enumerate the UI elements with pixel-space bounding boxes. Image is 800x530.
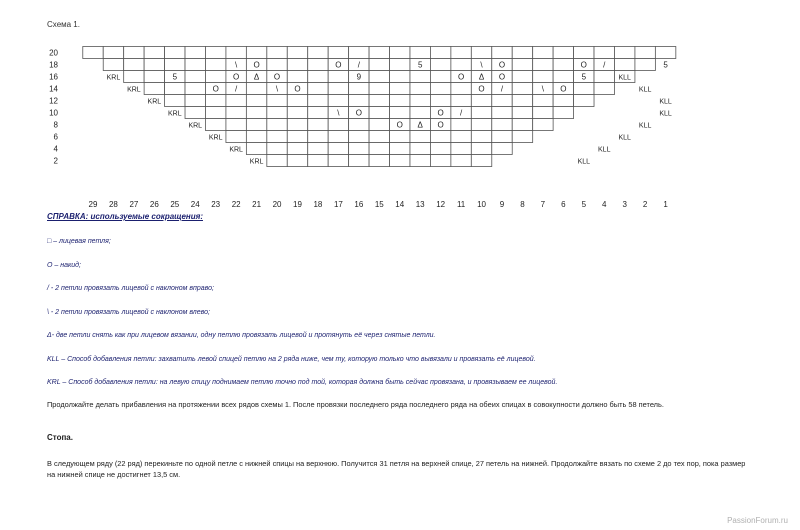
column-label: 16 xyxy=(354,200,364,209)
chart-symbol: Δ xyxy=(253,72,260,82)
chart-symbol: / xyxy=(357,60,360,70)
chart-cell xyxy=(267,95,287,107)
chart-cell xyxy=(287,47,307,59)
chart-cell xyxy=(390,131,410,143)
row-label: 6 xyxy=(53,132,58,142)
column-label: 11 xyxy=(456,200,466,209)
chart-symbol: KRL xyxy=(229,146,243,154)
chart-symbol: O xyxy=(498,60,506,70)
column-label: 2 xyxy=(642,200,648,209)
chart-symbol: O xyxy=(233,72,240,82)
chart-symbol: KLL xyxy=(659,110,672,118)
chart-cell xyxy=(328,95,348,107)
row-label: 4 xyxy=(53,144,58,154)
chart-cell xyxy=(390,83,410,95)
chart-cell xyxy=(308,143,328,155)
chart-cell xyxy=(328,71,348,83)
knitting-chart xyxy=(0,0,800,215)
chart-cell xyxy=(349,47,369,59)
chart-cell xyxy=(144,83,164,95)
chart-cell xyxy=(287,59,307,71)
column-label: 15 xyxy=(374,200,384,209)
chart-cell xyxy=(553,107,573,119)
chart-symbol: O xyxy=(478,84,485,94)
chart-cell xyxy=(308,119,328,131)
chart-cell xyxy=(308,107,328,119)
chart-cell xyxy=(205,59,225,71)
chart-cell xyxy=(267,59,287,71)
chart-cell xyxy=(410,107,430,119)
chart-cell xyxy=(492,107,512,119)
chart-cell xyxy=(451,83,471,95)
chart-cell xyxy=(369,83,389,95)
chart-cell xyxy=(512,83,532,95)
chart-symbol: O xyxy=(457,72,465,82)
chart-cell xyxy=(512,131,532,143)
chart-cell xyxy=(430,83,450,95)
chart-cell xyxy=(533,59,553,71)
legend-item-kll: KLL – Способ добавления петли: захватить левой спицей петлю на 2 ряда ниже, чем ту, которую только что вывязали и провязать её лицевой. xyxy=(47,356,536,363)
chart-cell xyxy=(226,119,246,131)
chart-cell xyxy=(430,47,450,59)
chart-cell xyxy=(574,95,594,107)
row-label: 10 xyxy=(49,108,58,118)
chart-cell xyxy=(185,71,205,83)
chart-cell xyxy=(430,155,450,167)
chart-cell xyxy=(410,143,430,155)
chart-cell xyxy=(124,59,144,71)
chart-cell xyxy=(287,143,307,155)
chart-cell xyxy=(369,107,389,119)
chart-cell xyxy=(614,47,634,59)
column-label: 20 xyxy=(272,200,282,209)
chart-cell xyxy=(349,155,369,167)
chart-cell xyxy=(451,119,471,131)
chart-cell xyxy=(451,47,471,59)
chart-cell xyxy=(349,95,369,107)
column-label: 21 xyxy=(252,200,262,209)
chart-cell xyxy=(185,107,205,119)
chart-cell xyxy=(451,143,471,155)
column-label: 12 xyxy=(436,200,446,209)
column-label: 10 xyxy=(477,200,487,209)
chart-cell xyxy=(328,131,348,143)
chart-cell xyxy=(185,95,205,107)
chart-cell xyxy=(492,131,512,143)
chart-symbol: KRL xyxy=(106,74,121,82)
chart-cell xyxy=(83,47,103,59)
chart-cell xyxy=(471,47,491,59)
chart-cell xyxy=(655,47,675,59)
chart-cell xyxy=(410,155,430,167)
chart-symbol: \ xyxy=(275,84,279,94)
chart-symbol: 5 xyxy=(663,60,668,70)
chart-cell xyxy=(369,131,389,143)
chart-cell xyxy=(287,71,307,83)
chart-cell xyxy=(328,155,348,167)
chart-cell xyxy=(287,119,307,131)
chart-symbol: \ xyxy=(235,60,238,70)
column-label: 5 xyxy=(581,200,587,209)
legend-item-ssk: \ - 2 петли провязать лицевой с наклоном влево; xyxy=(47,309,210,316)
chart-cell xyxy=(287,95,307,107)
legend-item-k2tog: / - 2 петли провязать лицевой с наклоном вправо; xyxy=(47,285,214,292)
chart-cell xyxy=(390,47,410,59)
chart-symbol: O xyxy=(294,84,301,94)
chart-title: Схема 1. xyxy=(47,20,80,29)
chart-cell xyxy=(492,47,512,59)
chart-cell xyxy=(471,143,491,155)
chart-cell xyxy=(369,119,389,131)
chart-cell xyxy=(512,59,532,71)
column-label: 25 xyxy=(170,200,180,209)
chart-cell xyxy=(430,71,450,83)
column-label: 9 xyxy=(499,200,505,209)
chart-cell xyxy=(553,59,573,71)
chart-cell xyxy=(410,71,430,83)
chart-cell xyxy=(430,59,450,71)
column-label: 14 xyxy=(395,200,405,209)
chart-cell xyxy=(328,119,348,131)
column-label: 23 xyxy=(211,200,221,209)
chart-cell xyxy=(124,47,144,59)
chart-cell xyxy=(165,83,185,95)
chart-cell xyxy=(267,131,287,143)
chart-cell xyxy=(267,47,287,59)
chart-cell xyxy=(369,143,389,155)
chart-cell xyxy=(553,71,573,83)
chart-cell xyxy=(226,107,246,119)
legend-item-yarn-over: О – накид; xyxy=(47,262,81,269)
chart-symbol: KLL xyxy=(638,86,652,94)
row-label: 8 xyxy=(53,120,58,130)
legend-item-double-decrease: Δ- две петли снять как при лицевом вязании, одну петлю провязать лицевой и протянуть её через снятые петли. xyxy=(47,332,436,339)
chart-cell xyxy=(328,143,348,155)
section-title-foot: Стопа. xyxy=(47,433,73,442)
chart-symbol: KLL xyxy=(638,122,652,130)
chart-cell xyxy=(451,95,471,107)
chart-symbol: 9 xyxy=(356,72,362,82)
chart-cell xyxy=(205,71,225,83)
chart-symbol: KRL xyxy=(147,98,162,106)
chart-cell xyxy=(124,71,144,83)
chart-cell xyxy=(430,95,450,107)
chart-cell xyxy=(533,119,553,131)
chart-cell xyxy=(308,71,328,83)
chart-cell xyxy=(205,119,225,131)
chart-cell xyxy=(246,119,266,131)
chart-cell xyxy=(205,47,225,59)
chart-cell xyxy=(451,59,471,71)
chart-cell xyxy=(512,71,532,83)
chart-symbol: / xyxy=(603,60,606,70)
chart-symbol: O xyxy=(335,60,342,70)
column-label: 24 xyxy=(190,200,200,209)
chart-cell xyxy=(635,59,655,71)
chart-cell xyxy=(369,59,389,71)
chart-cell xyxy=(553,95,573,107)
chart-cell xyxy=(287,155,307,167)
chart-symbol: KRL xyxy=(127,86,141,94)
column-label: 6 xyxy=(561,200,566,209)
chart-cell xyxy=(349,131,369,143)
chart-cell xyxy=(390,95,410,107)
chart-cell xyxy=(226,47,246,59)
chart-cell xyxy=(492,143,512,155)
legend-item-knit: □ – лицевая петля; xyxy=(47,238,111,245)
chart-cell xyxy=(226,95,246,107)
column-label: 29 xyxy=(88,200,98,209)
chart-cell xyxy=(512,107,532,119)
chart-cell xyxy=(165,95,185,107)
chart-cell xyxy=(287,107,307,119)
chart-cell xyxy=(492,119,512,131)
column-label: 26 xyxy=(149,200,159,209)
paragraph-foot: В следующем ряду (22 ряд) перекиньте по одной петле с нижней спицы на верхнюю. Получится 31 петля на верхней спице, 27 петель на нижней. Продолжайте вязать по схеме 2 до тех пор, пока размер на нижней спице не достигнет 13,5 см. xyxy=(47,459,746,479)
chart-symbol: O xyxy=(212,84,219,94)
chart-cell xyxy=(471,119,491,131)
chart-cell xyxy=(328,83,348,95)
chart-cell xyxy=(471,107,491,119)
column-label: 22 xyxy=(231,200,241,209)
chart-cell xyxy=(165,59,185,71)
chart-symbol: KLL xyxy=(577,158,591,166)
chart-cell xyxy=(103,59,123,71)
chart-cell xyxy=(512,47,532,59)
chart-symbol: 5 xyxy=(417,60,423,70)
row-label: 18 xyxy=(49,60,58,70)
chart-symbol: Δ xyxy=(417,120,423,130)
chart-cell xyxy=(246,107,266,119)
chart-cell xyxy=(471,131,491,143)
chart-symbol: O xyxy=(560,84,567,94)
chart-symbol: / xyxy=(235,84,238,94)
chart-cell xyxy=(349,119,369,131)
chart-cell xyxy=(267,119,287,131)
chart-symbol: O xyxy=(355,108,362,118)
paragraph-increases: Продолжайте делать прибавления на протяжении всех рядов схемы 1. После провязки последнего ряда последнего ряда на обеих спицах в совокупности должно быть 58 петель. xyxy=(47,400,664,409)
chart-symbol: KLL xyxy=(659,98,672,106)
chart-cell xyxy=(390,155,410,167)
chart-cell xyxy=(185,47,205,59)
chart-cell xyxy=(614,59,634,71)
watermark: PassionForum.ru xyxy=(727,516,788,525)
chart-symbol: \ xyxy=(541,84,545,94)
chart-cell xyxy=(533,47,553,59)
chart-cell xyxy=(410,47,430,59)
chart-cell xyxy=(369,155,389,167)
chart-cell xyxy=(144,47,164,59)
chart-cell xyxy=(308,83,328,95)
chart-cell xyxy=(410,131,430,143)
chart-symbol: KRL xyxy=(188,122,203,130)
column-label: 28 xyxy=(108,200,118,209)
chart-symbol: \ xyxy=(480,60,483,70)
chart-cell xyxy=(410,83,430,95)
chart-cell xyxy=(533,95,553,107)
column-label: 4 xyxy=(602,200,607,209)
chart-cell xyxy=(451,155,471,167)
row-label: 2 xyxy=(53,156,58,166)
chart-cell xyxy=(390,143,410,155)
chart-symbol: O xyxy=(273,72,281,82)
chart-cell xyxy=(553,47,573,59)
chart-cell xyxy=(594,71,614,83)
chart-cell xyxy=(267,155,287,167)
chart-cell xyxy=(369,71,389,83)
chart-symbol: / xyxy=(459,108,463,118)
chart-cell xyxy=(246,131,266,143)
chart-cell xyxy=(349,143,369,155)
chart-cell xyxy=(471,95,491,107)
column-label: 1 xyxy=(663,200,668,209)
column-label: 27 xyxy=(129,200,139,209)
chart-cell xyxy=(430,131,450,143)
column-label: 19 xyxy=(293,200,302,209)
chart-cell xyxy=(205,95,225,107)
legend-heading: СПРАВКА: используемые сокращения: xyxy=(47,212,203,221)
column-label: 8 xyxy=(520,200,525,209)
chart-symbol: / xyxy=(500,84,504,94)
column-label: 3 xyxy=(622,200,627,209)
chart-cell xyxy=(308,155,328,167)
column-label: 7 xyxy=(540,200,546,209)
column-label: 17 xyxy=(333,200,343,209)
chart-symbol: O xyxy=(580,60,587,70)
chart-cell xyxy=(512,95,532,107)
chart-cell xyxy=(308,131,328,143)
chart-cell xyxy=(185,83,205,95)
chart-symbol: O xyxy=(498,72,506,82)
chart-cell xyxy=(533,107,553,119)
chart-cell xyxy=(512,119,532,131)
chart-cell xyxy=(267,107,287,119)
chart-cell xyxy=(144,59,164,71)
chart-symbol: \ xyxy=(337,108,340,118)
chart-cell xyxy=(349,83,369,95)
chart-cell xyxy=(205,107,225,119)
row-label: 20 xyxy=(49,48,58,58)
chart-cell xyxy=(246,95,266,107)
chart-cell xyxy=(574,47,594,59)
chart-symbol: KLL xyxy=(598,146,611,154)
chart-cell xyxy=(635,47,655,59)
chart-cell xyxy=(103,47,123,59)
chart-cell xyxy=(390,71,410,83)
chart-cell xyxy=(574,83,594,95)
chart-cell xyxy=(328,47,348,59)
chart-cell xyxy=(144,71,164,83)
chart-symbol: 5 xyxy=(581,72,587,82)
chart-cell xyxy=(246,47,266,59)
chart-cell xyxy=(369,95,389,107)
chart-cell xyxy=(165,47,185,59)
chart-cell xyxy=(246,83,266,95)
chart-symbol: KRL xyxy=(167,110,182,118)
chart-cell xyxy=(185,59,205,71)
chart-cell xyxy=(308,95,328,107)
chart-cell xyxy=(471,155,491,167)
column-label: 13 xyxy=(415,200,425,209)
chart-cell xyxy=(410,95,430,107)
chart-cell xyxy=(390,59,410,71)
chart-symbol: O xyxy=(396,120,403,130)
chart-cell xyxy=(492,95,512,107)
chart-cell xyxy=(430,143,450,155)
chart-symbol: 5 xyxy=(172,72,178,82)
chart-symbol: O xyxy=(437,108,444,118)
chart-cell xyxy=(451,131,471,143)
chart-cell xyxy=(308,47,328,59)
chart-cell xyxy=(594,47,614,59)
chart-cell xyxy=(390,107,410,119)
column-label: 18 xyxy=(313,200,323,209)
chart-cell xyxy=(594,83,614,95)
chart-symbol: O xyxy=(253,60,260,70)
chart-cell xyxy=(267,143,287,155)
chart-cell xyxy=(308,59,328,71)
chart-symbol: KRL xyxy=(249,158,264,166)
chart-cell xyxy=(533,71,553,83)
chart-symbol: Δ xyxy=(478,72,485,82)
row-label: 12 xyxy=(49,96,58,106)
row-label: 16 xyxy=(49,72,58,82)
chart-cell xyxy=(226,131,246,143)
chart-symbol: KRL xyxy=(208,134,223,142)
chart-cell xyxy=(246,143,266,155)
chart-symbol: KLL xyxy=(618,134,631,142)
chart-symbol: O xyxy=(437,120,444,130)
chart-cell xyxy=(369,47,389,59)
legend-item-krl: KRL – Способ добавления петли: на левую спицу поднимаем петлю точно под той, которая должна быть сейчас провязана, и провязываем ее лицевой. xyxy=(47,379,558,386)
chart-symbol: KLL xyxy=(618,74,631,82)
chart-cell xyxy=(287,131,307,143)
row-label: 14 xyxy=(49,84,58,94)
